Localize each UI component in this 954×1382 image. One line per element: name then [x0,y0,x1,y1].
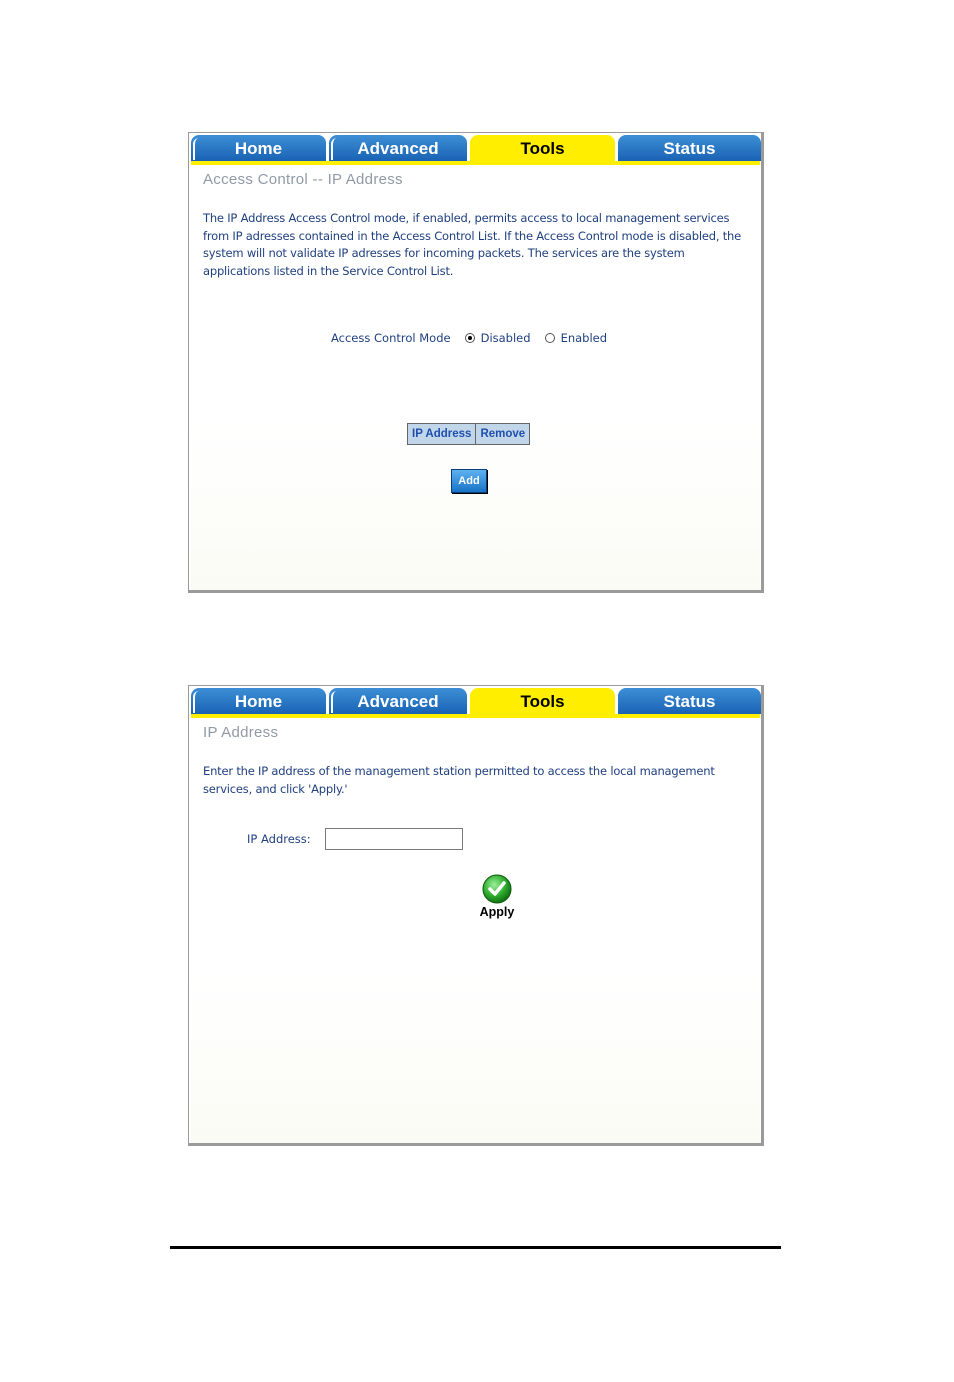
add-button[interactable]: Add [451,469,487,493]
column-ip-address: IP Address [412,428,472,440]
tab-edge [331,691,339,713]
check-icon [482,874,512,904]
apply-button[interactable] [477,874,517,919]
nav-tabs [191,688,760,716]
panel-content [191,165,760,590]
access-control-list-table [407,423,530,445]
tab-edge [193,138,201,160]
page-description: The IP Address Access Control mode, if enabled, permits access to local management services from IP adresses contained in the Access Control List. If the Access Control mode is disabled, the system will not validate IP adresses for incoming packets. The services are the system applications listed in the Service Control List. [203,211,742,278]
panel-content [191,718,760,1143]
tab-home-label: Home [234,139,283,158]
apply-label: Apply [479,905,515,919]
tab-advanced[interactable] [329,688,467,714]
nav-tabs [191,135,760,163]
tab-advanced-label: Advanced [357,139,439,158]
tab-tools[interactable] [470,688,615,714]
access-control-mode-label: Access Control Mode [331,331,451,345]
tab-status[interactable] [618,135,761,161]
tab-advanced-label: Advanced [357,692,439,711]
page-title: IP Address [203,724,279,741]
access-control-mode-row [331,331,607,345]
tab-home[interactable] [191,688,326,714]
tab-advanced[interactable] [329,135,467,161]
mode-disabled-radio[interactable] [465,333,475,343]
ip-address-label: IP Address: [247,832,311,846]
tab-home-label: Home [234,692,283,711]
column-remove: Remove [475,424,529,444]
mode-enabled-label: Enabled [560,331,608,345]
tab-tools-label: Tools [520,692,565,711]
page-title: Access Control -- IP Address [203,171,403,188]
mode-enabled-radio[interactable] [545,333,555,343]
tab-edge [193,691,201,713]
mode-disabled-label: Disabled [480,331,531,345]
ip-address-input[interactable] [325,828,463,850]
tab-tools[interactable] [470,135,615,161]
tab-status-label: Status [663,692,716,711]
footer-rule [170,1246,781,1249]
tab-status-label: Status [663,139,716,158]
tab-home[interactable] [191,135,326,161]
tab-tools-label: Tools [520,139,565,158]
tab-status[interactable] [618,688,761,714]
access-control-panel [188,132,764,593]
tab-edge [331,138,339,160]
page-description: Enter the IP address of the management station permitted to access the local management services, and click 'Apply.' [203,764,715,796]
ip-address-panel [188,685,764,1146]
